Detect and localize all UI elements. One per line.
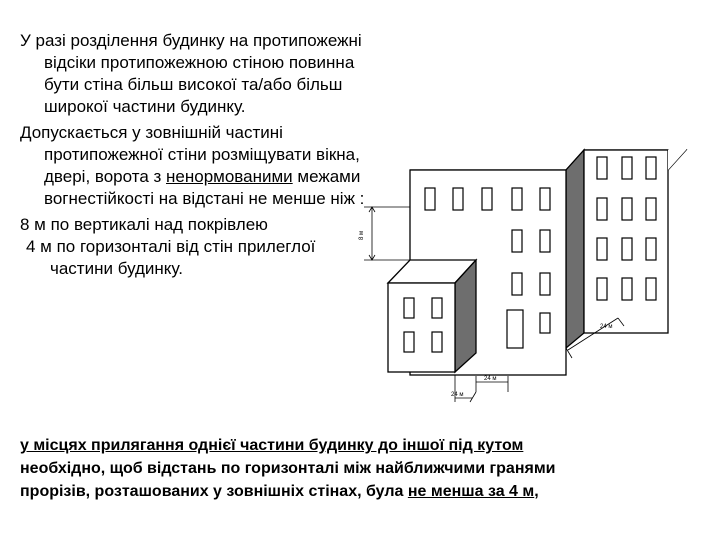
window: [622, 198, 632, 220]
paragraph-1-text: У разі розділення будинку на протипожежні відсіки протипожежною стіною повинна бути стіна більш високої та/або більш широкої частини будинку.: [20, 31, 362, 116]
paragraph-2-text-b: межами вогнестійкості на відстані не менше ніж :: [44, 167, 365, 208]
bottom-line-3-underlined: не менша за 4 м: [407, 483, 535, 500]
bottom-text: [20, 434, 710, 503]
window: [432, 332, 442, 352]
right-dimension-label: 24 м: [600, 324, 613, 330]
window: [512, 273, 522, 295]
window: [540, 230, 550, 252]
bottom-line-3: [20, 480, 710, 503]
window: [425, 188, 435, 210]
vertical-dimension-label: 8 м: [359, 230, 365, 240]
right-block-side: [566, 150, 584, 348]
window: [540, 273, 550, 295]
window: [512, 230, 522, 252]
bottom-line-2: [20, 457, 710, 480]
window: [622, 278, 632, 300]
middle-dimension-label: 24 м: [484, 376, 497, 382]
door: [507, 310, 523, 348]
window: [597, 157, 607, 179]
paragraph-3: [20, 214, 365, 236]
window: [540, 313, 550, 333]
paragraph-3-text: 8 м по вертикалі над покрівлею: [20, 215, 268, 234]
bottom-line-1-text: у місцях прилягання однієї частини будинку до іншої під кутом: [20, 437, 524, 454]
window: [404, 298, 414, 318]
vertical-dimension: [364, 207, 410, 260]
paragraph-2-text-a: Допускається у зовнішній частині протипожежної стіни розміщувати вікна, двері, ворота з: [20, 123, 360, 186]
bottom-line-1: [20, 434, 710, 457]
window: [482, 188, 492, 210]
paragraph-4-text: 4 м по горизонталі від стін прилеглої частини будинку.: [26, 237, 316, 278]
window: [404, 332, 414, 352]
paragraph-2-underlined: ненормованими: [166, 167, 293, 186]
window: [646, 157, 656, 179]
window: [512, 188, 522, 210]
right-block-roof-edge: [668, 135, 686, 170]
paragraph-2: [20, 122, 365, 210]
window: [622, 157, 632, 179]
window: [646, 278, 656, 300]
window: [597, 198, 607, 220]
paragraph-1: [20, 30, 365, 118]
left-block-front: [388, 283, 455, 372]
bottom-line-2-text: необхідно, щоб відстань по горизонталі між найближчими гранями: [20, 460, 556, 477]
window: [646, 198, 656, 220]
bottom-line-3-text-a: прорізів, розташованих у зовнішніх стінах, була: [20, 483, 408, 500]
paragraph-4: [20, 236, 365, 280]
window: [432, 298, 442, 318]
bottom-line-3-text-c: ,: [534, 483, 539, 500]
building-diagram: [350, 135, 690, 415]
window: [540, 188, 550, 210]
window: [597, 278, 607, 300]
left-dimension-label: 24 м: [451, 392, 464, 398]
window: [597, 238, 607, 260]
main-text: [20, 30, 365, 284]
window: [453, 188, 463, 210]
window: [646, 238, 656, 260]
window: [622, 238, 632, 260]
